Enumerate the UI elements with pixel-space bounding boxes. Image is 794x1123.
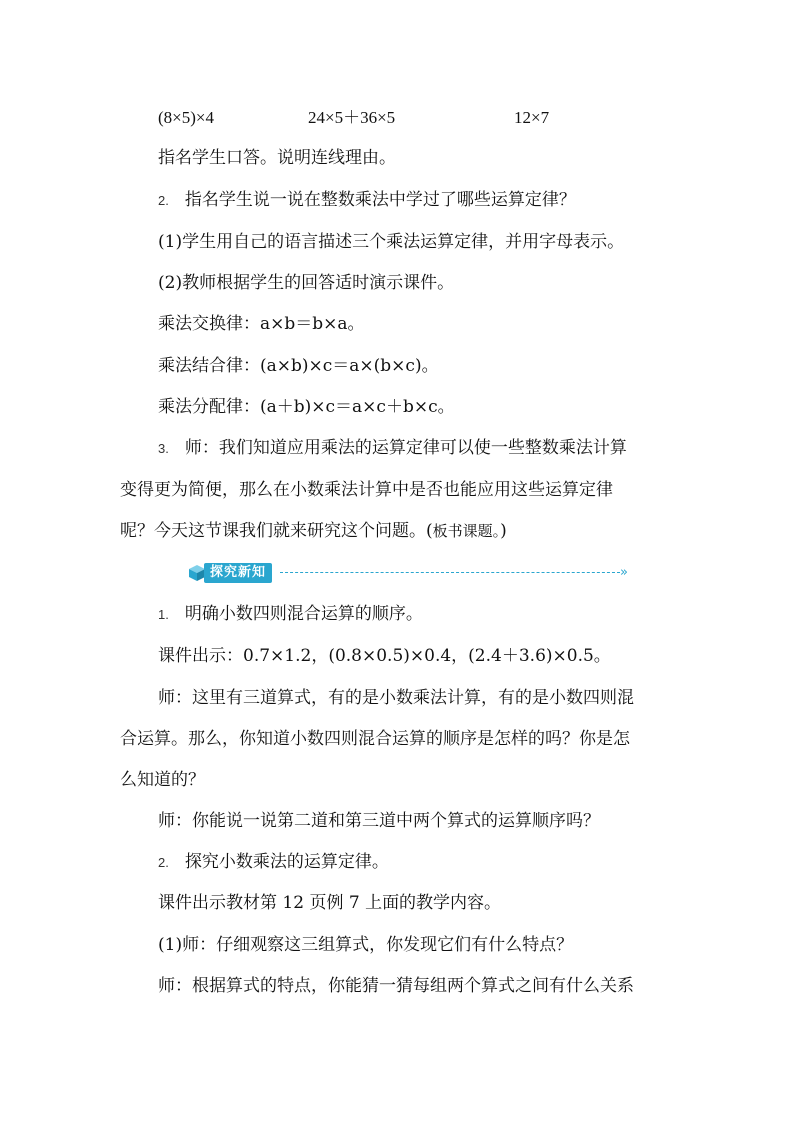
expression-3: 12×7 [514,108,550,127]
section-title: 探究新知 [204,563,272,583]
paragraph-line: 课件出示：0.7×1.2，(0.8×0.5)×0.4，(2.4＋3.6)×0.5。 [158,646,611,666]
item-text: 明确小数四则混合运算的顺序。 [184,604,423,624]
paragraph-line: 课件出示教材第 12 页例 7 上面的教学内容。 [158,893,502,913]
item-text: 探究小数乘法的运算定律。 [184,852,389,872]
numbered-item [158,438,678,459]
paragraph-line: (1)师：仔细观察这三组算式，你发现它们有什么特点？ [158,935,574,955]
paragraph-line: (2)教师根据学生的回答适时演示课件。 [158,273,455,293]
expression-row [158,108,678,128]
text-segment: 呢？今天这节课我们就来研究这个问题。( [120,521,433,541]
paragraph-line [120,521,676,541]
expression-1: (8×5)×4 [158,108,214,127]
dashed-divider [280,572,620,573]
board-note: 板书课题。 [432,522,501,540]
paragraph-line: 变得更为简便，那么在小数乘法计算中是否也能应用这些运算定律 [120,480,613,500]
paragraph-line: 指名学生口答。说明连线理由。 [158,148,396,168]
item-number: 2. [158,855,169,870]
commutative-law: 乘法交换律：a×b＝b×a。 [158,314,365,334]
paragraph-line: 师：这里有三道算式，有的是小数乘法计算，有的是小数四则混 [158,688,634,708]
paragraph-line: 师：你能说一说第二道和第三道中两个算式的运算顺序吗？ [158,811,600,831]
associative-law: 乘法结合律：(a×b)×c＝a×(b×c)。 [158,356,439,376]
paragraph-line: (1)学生用自己的语言描述三个乘法运算定律，并用字母表示。 [158,232,625,252]
numbered-item [158,852,678,873]
item-number: 1. [158,607,169,622]
item-number: 3. [158,441,169,456]
numbered-item [158,604,678,625]
text-segment: ) [500,521,507,541]
item-number: 2. [158,193,169,208]
paragraph-line: 么知道的？ [120,770,205,790]
item-text: 师：我们知道应用乘法的运算定律可以使一些整数乘法计算 [184,438,627,458]
numbered-item [158,190,678,211]
section-banner [188,562,648,584]
paragraph-line: 师：根据算式的特点，你能猜一猜每组两个算式之间有什么关系 [158,976,634,996]
distributive-law: 乘法分配律：(a＋b)×c＝a×c＋b×c。 [158,397,455,417]
item-text: 指名学生说一说在整数乘法中学过了哪些运算定律？ [184,190,576,210]
double-chevron-icon: » [620,565,628,580]
expression-2: 24×5＋36×5 [308,108,396,127]
paragraph-line: 合运算。那么，你知道小数四则混合运算的顺序是怎样的吗？你是怎 [120,729,630,749]
